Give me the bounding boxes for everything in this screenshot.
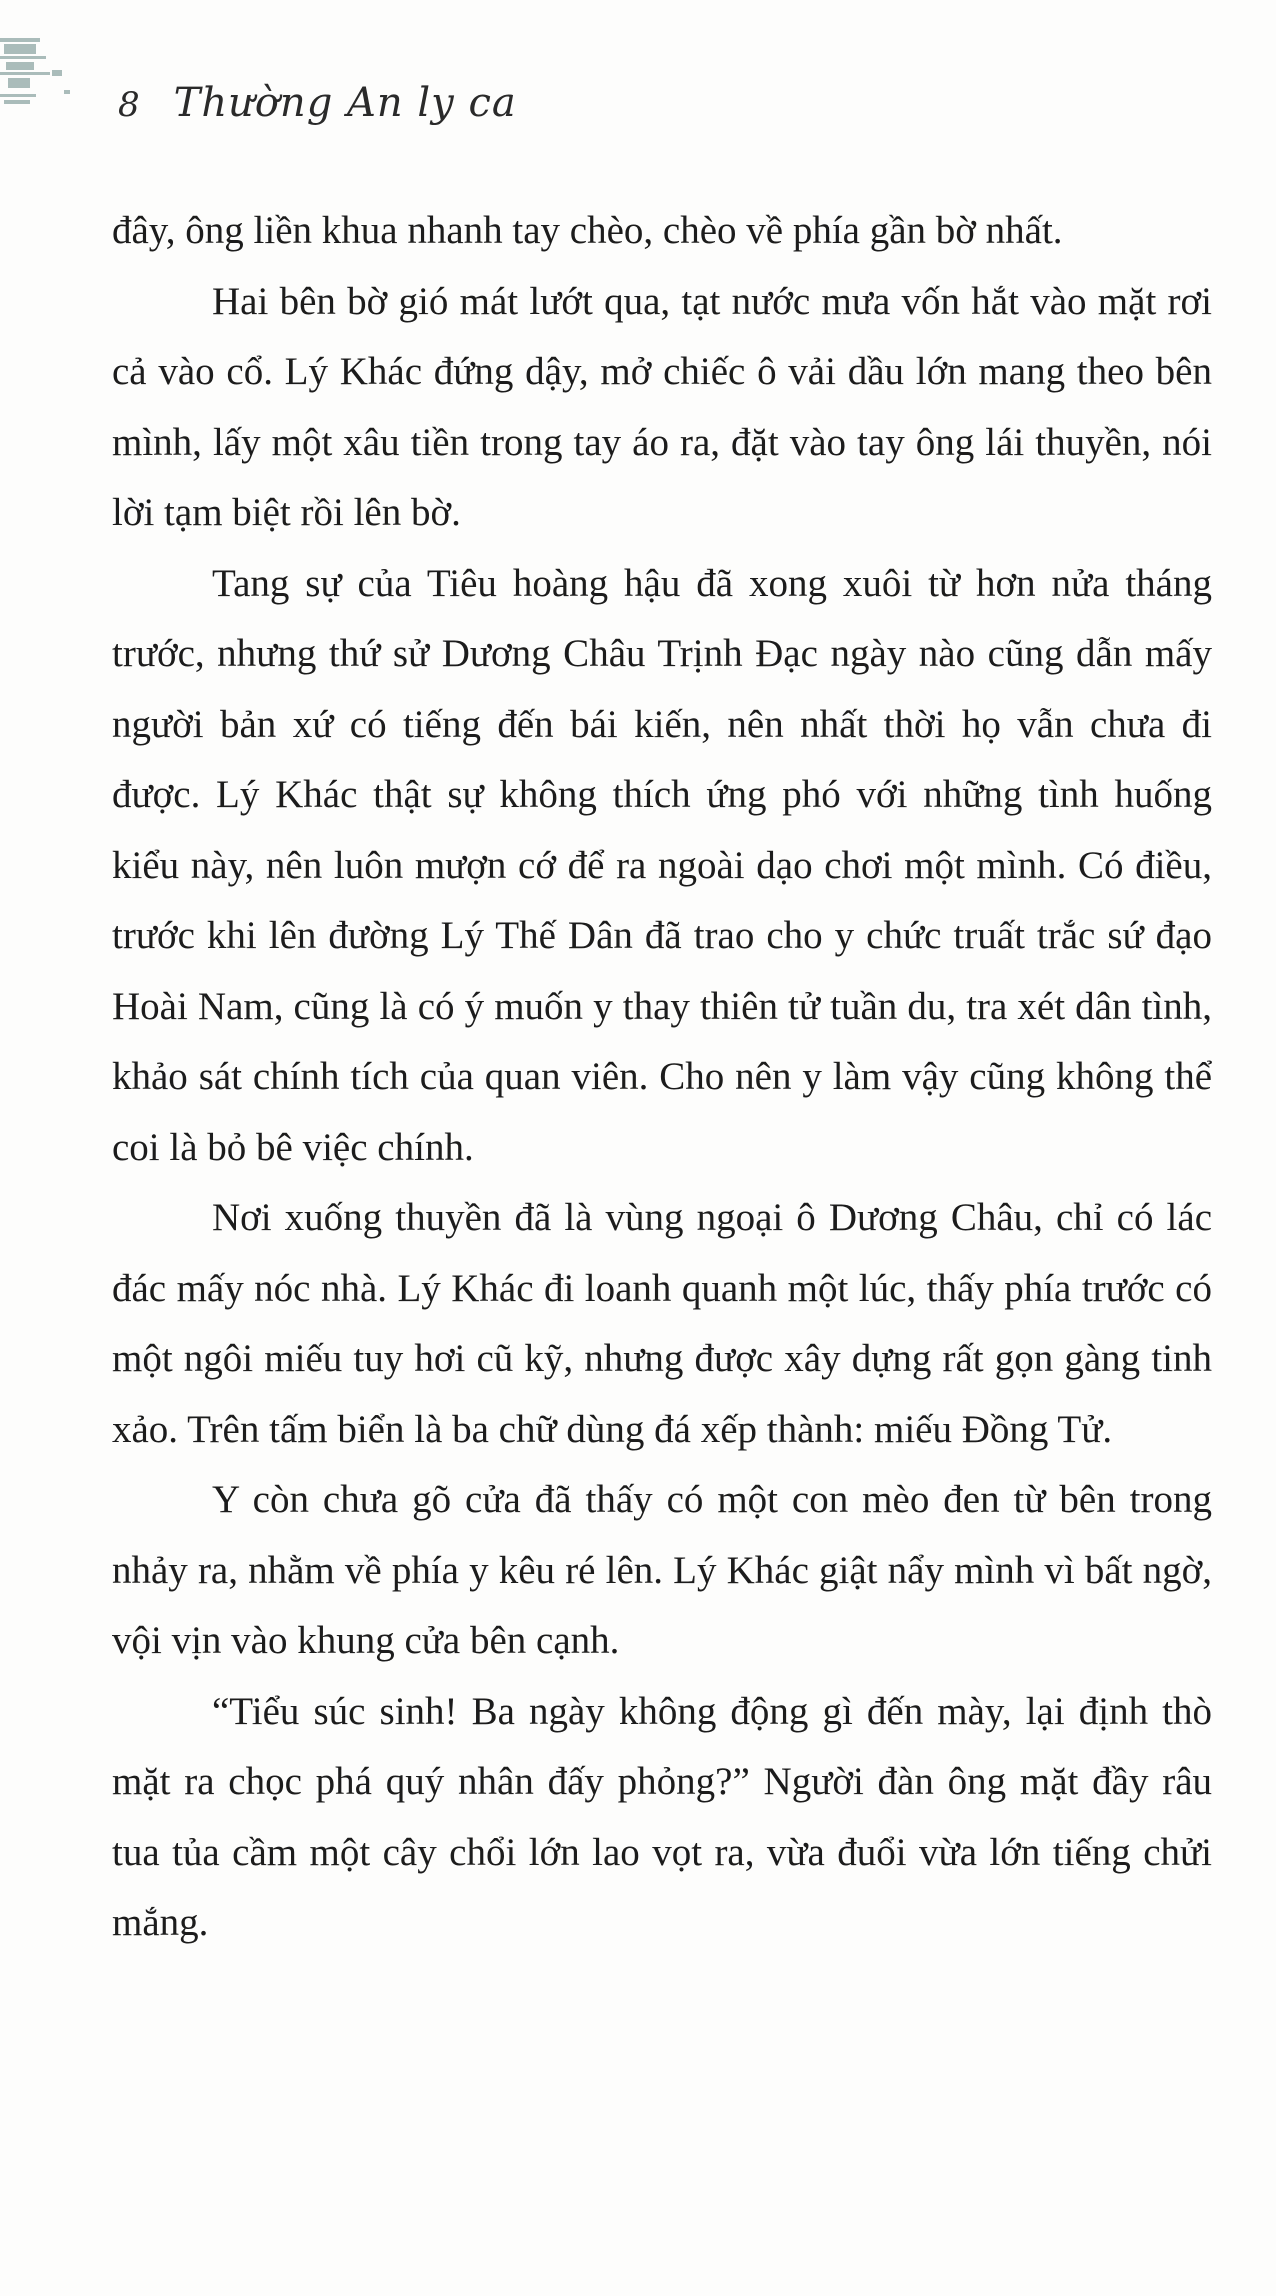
- paragraph: Tang sự của Tiêu hoàng hậu đã xong xuôi từ hơn nửa tháng trước, nhưng thứ sử Dương Châu Trịnh Đạc ngày nào cũng dẫn mấy người bản xứ có tiếng đến bái kiến, nên nhất thời họ vẫn chưa đi được. Lý Khác thật sự không thích ứng phó với những tình huống kiểu này, nên luôn mượn cớ để ra ngoài dạo chơi một mình. Có điều, trước khi lên đường Lý Thế Dân đã trao cho y chức truất trắc sứ đạo Hoài Nam, cũng là có ý muốn y thay thiên tử tuần du, tra xét dân tình, khảo sát chính tích của quan viên. Cho nên y làm vậy cũng không thể coi là bỏ bê việc chính.: [112, 561, 1212, 1169]
- paragraph: Hai bên bờ gió mát lướt qua, tạt nước mưa vốn hắt vào mặt rơi cả vào cổ. Lý Khác đứng dậy, mở chiếc ô vải dầu lớn mang theo bên mình, lấy một xâu tiền trong tay áo ra, đặt vào tay ông lái thuyền, nói lời tạm biệt rồi lên bờ.: [112, 279, 1212, 534]
- body-text: [112, 196, 1212, 1959]
- running-head: [118, 80, 517, 140]
- paragraph: “Tiểu súc sinh! Ba ngày không động gì đến mày, lại định thò mặt ra chọc phá quý nhân đấy phỏng?” Người đàn ông mặt đầy râu tua tủa cầm một cây chổi lớn lao vọt ra, vừa đuổi vừa lớn tiếng chửi mắng.: [112, 1689, 1212, 1944]
- page-number: 8: [118, 85, 140, 125]
- paragraph: Nơi xuống thuyền đã là vùng ngoại ô Dương Châu, chỉ có lác đác mấy nóc nhà. Lý Khác đi loanh quanh một lúc, thấy phía trước có một ngôi miếu tuy hơi cũ kỹ, nhưng được xây dựng rất gọn gàng tinh xảo. Trên tấm biển là ba chữ dùng đá xếp thành: miếu Đồng Tử.: [112, 1196, 1212, 1451]
- paragraph: Y còn chưa gõ cửa đã thấy có một con mèo đen từ bên trong nhảy ra, nhằm về phía y kêu ré lên. Lý Khác giật nẩy mình vì bất ngờ, vội vịn vào khung cửa bên cạnh.: [112, 1478, 1212, 1662]
- book-title: Thường An ly ca: [173, 80, 517, 126]
- pagoda-ornament-icon: [0, 20, 120, 130]
- paragraph: đây, ông liền khua nhanh tay chèo, chèo về phía gần bờ nhất.: [112, 209, 1063, 252]
